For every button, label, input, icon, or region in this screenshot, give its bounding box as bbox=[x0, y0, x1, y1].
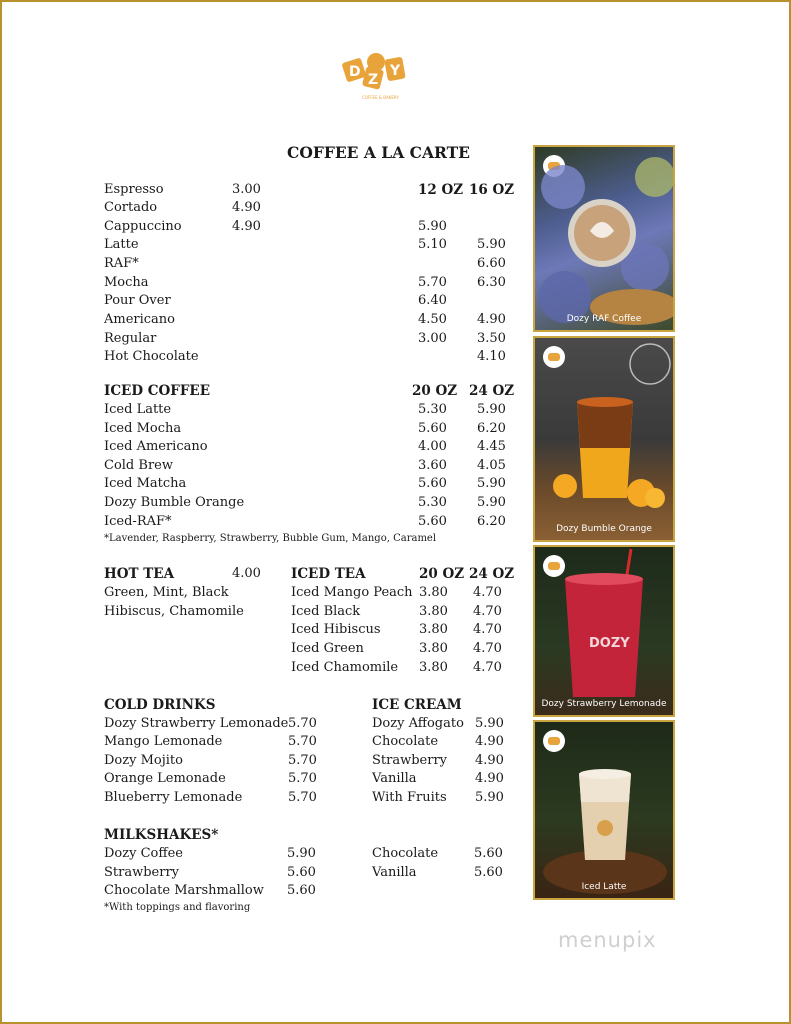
menu-item-price: 5.60 bbox=[474, 846, 503, 861]
menu-item-price-20oz: 3.80 bbox=[419, 622, 448, 637]
menu-item-price: 5.90 bbox=[475, 716, 504, 731]
menu-item-name: Mango Lemonade bbox=[104, 734, 223, 749]
menu-item-price: 5.70 bbox=[288, 753, 317, 768]
menu-item-price-24oz: 4.70 bbox=[473, 660, 502, 675]
menu-item-name: RAF* bbox=[104, 256, 139, 271]
menu-item-price: 3.00 bbox=[232, 182, 261, 197]
menu-item-price-24oz: 5.90 bbox=[477, 476, 506, 491]
menu-item-price-16oz: 4.10 bbox=[477, 349, 506, 364]
menu-item-name: Iced-RAF* bbox=[104, 514, 172, 529]
svg-text:Y: Y bbox=[390, 63, 401, 79]
menu-item-price-24oz: 4.70 bbox=[473, 641, 502, 656]
menu-item-name: Americano bbox=[104, 312, 176, 327]
menu-item-name: Iced Green bbox=[291, 641, 364, 656]
menu-item-price-24oz: 5.90 bbox=[477, 495, 506, 510]
menu-item-price-24oz: 6.20 bbox=[477, 514, 506, 529]
menu-item-price-20oz: 3.80 bbox=[419, 585, 448, 600]
menu-item-price: 5.60 bbox=[474, 865, 503, 880]
menu-item-price-12oz: 5.10 bbox=[418, 237, 447, 252]
menu-item-price-20oz: 5.60 bbox=[418, 514, 447, 529]
menu-item-price-24oz: 4.70 bbox=[473, 585, 502, 600]
hot-tea-price: 4.00 bbox=[232, 566, 261, 581]
iced-tea-size-24oz: 24 OZ bbox=[469, 566, 515, 582]
menu-item-price: 4.90 bbox=[475, 753, 504, 768]
menu-item-name: Iced Latte bbox=[104, 402, 172, 417]
menu-item-price-20oz: 3.60 bbox=[418, 458, 447, 473]
menu-item-price-20oz: 3.80 bbox=[419, 604, 448, 619]
menu-item-price-20oz: 5.60 bbox=[418, 421, 447, 436]
photo-caption: Dozy Bumble Orange bbox=[556, 524, 652, 534]
menu-item-name: Vanilla bbox=[372, 865, 417, 880]
menu-item-name: Iced Matcha bbox=[104, 476, 187, 491]
menu-item-price-24oz: 5.90 bbox=[477, 402, 506, 417]
menu-item-name: Iced Mocha bbox=[104, 421, 182, 436]
menu-item-name: Cappuccino bbox=[104, 219, 182, 234]
menu-item-price-16oz: 3.50 bbox=[477, 331, 506, 346]
iced-tea-size-20oz: 20 OZ bbox=[419, 566, 465, 582]
menu-item-name: With Fruits bbox=[372, 790, 447, 805]
iced-coffee-size-24oz: 24 OZ bbox=[469, 383, 515, 399]
photo-caption: Dozy RAF Coffee bbox=[566, 314, 642, 324]
iced-coffee-size-20oz: 20 OZ bbox=[412, 383, 458, 399]
menu-item-name: Dozy Coffee bbox=[104, 846, 183, 861]
menu-item-name: Strawberry bbox=[104, 865, 180, 880]
menu-item-name: Iced Hibiscus bbox=[291, 622, 381, 637]
svg-text:COFFEE & BAKERY: COFFEE & BAKERY bbox=[362, 95, 399, 100]
photo-caption: Iced Latte bbox=[581, 882, 627, 892]
menu-item-name: Regular bbox=[104, 331, 157, 346]
menu-item-price-24oz: 6.20 bbox=[477, 421, 506, 436]
menu-item-price: 5.90 bbox=[287, 846, 316, 861]
menu-item-price-20oz: 3.80 bbox=[419, 641, 448, 656]
cold-drinks-heading: COLD DRINKS bbox=[104, 697, 216, 713]
coffee-size-12oz: 12 OZ bbox=[418, 182, 464, 198]
dozy-logo bbox=[340, 46, 412, 102]
menu-item-name: Latte bbox=[104, 237, 139, 252]
menu-item-price-12oz: 3.00 bbox=[418, 331, 447, 346]
photo-caption: Dozy Strawberry Lemonade bbox=[541, 699, 667, 709]
menu-item-price-16oz: 6.60 bbox=[477, 256, 506, 271]
menu-item-name: Cold Brew bbox=[104, 458, 173, 473]
menu-item-name: Dozy Affogato bbox=[372, 716, 464, 731]
menu-item-price-16oz: 5.90 bbox=[477, 237, 506, 252]
menu-item-name: Iced Mango Peach bbox=[291, 585, 413, 600]
menu-item-price: 4.90 bbox=[232, 219, 261, 234]
menu-item-name: Iced Chamomile bbox=[291, 660, 399, 675]
menu-item-price-20oz: 5.30 bbox=[418, 495, 447, 510]
menu-item-price: 4.90 bbox=[232, 200, 261, 215]
menu-item-price-12oz: 5.90 bbox=[418, 219, 447, 234]
hot-tea-flavors-1: Green, Mint, Black bbox=[104, 585, 229, 600]
menu-item-price-12oz: 6.40 bbox=[418, 293, 447, 308]
menu-item-price-12oz: 5.70 bbox=[418, 275, 447, 290]
menu-item-name: Chocolate Marshmallow bbox=[104, 883, 264, 898]
menu-item-name: Iced Americano bbox=[104, 439, 208, 454]
menu-item-price-16oz: 4.90 bbox=[477, 312, 506, 327]
menu-item-price: 5.70 bbox=[288, 790, 317, 805]
menu-item-price: 5.70 bbox=[288, 734, 317, 749]
menu-item-name: Hot Chocolate bbox=[104, 349, 199, 364]
menu-item-price: 5.70 bbox=[288, 716, 317, 731]
svg-text:D: D bbox=[349, 64, 361, 80]
hot-tea-flavors-2: Hibiscus, Chamomile bbox=[104, 604, 244, 619]
photo-strawberry-lemonade bbox=[533, 545, 675, 717]
menu-item-price-16oz: 6.30 bbox=[477, 275, 506, 290]
menu-item-name: Strawberry bbox=[372, 753, 448, 768]
menu-item-price-20oz: 4.00 bbox=[418, 439, 447, 454]
menu-item-name: Espresso bbox=[104, 182, 164, 197]
menu-item-price: 5.70 bbox=[288, 771, 317, 786]
ice-cream-heading: ICE CREAM bbox=[372, 697, 462, 713]
menu-item-price-12oz: 4.50 bbox=[418, 312, 447, 327]
photo-iced-latte bbox=[533, 720, 675, 900]
coffee-section-title: COFFEE A LA CARTE bbox=[287, 143, 470, 162]
menu-item-name: Iced Black bbox=[291, 604, 361, 619]
photo-bumble-orange bbox=[533, 336, 675, 542]
menu-item-name: Mocha bbox=[104, 275, 149, 290]
photo-raf-coffee bbox=[533, 145, 675, 332]
menu-item-name: Vanilla bbox=[372, 771, 417, 786]
menu-item-price-24oz: 4.45 bbox=[477, 439, 506, 454]
menupix-watermark: menupix bbox=[558, 928, 657, 952]
iced-coffee-heading: ICED COFFEE bbox=[104, 383, 211, 399]
menu-item-price: 4.90 bbox=[475, 734, 504, 749]
menu-item-price-24oz: 4.05 bbox=[477, 458, 506, 473]
menu-item-name: Orange Lemonade bbox=[104, 771, 226, 786]
menu-item-price: 5.90 bbox=[475, 790, 504, 805]
menu-item-name: Pour Over bbox=[104, 293, 171, 308]
menu-item-price: 5.60 bbox=[287, 865, 316, 880]
svg-text:DOZY: DOZY bbox=[589, 636, 630, 651]
menu-item-price: 5.60 bbox=[287, 883, 316, 898]
menu-item-name: Chocolate bbox=[372, 734, 439, 749]
menu-item-name: Dozy Bumble Orange bbox=[104, 495, 245, 510]
menu-item-name: Dozy Mojito bbox=[104, 753, 183, 768]
milkshakes-footnote: *With toppings and flavoring bbox=[104, 902, 251, 913]
iced-coffee-footnote: *Lavender, Raspberry, Strawberry, Bubble Gum, Mango, Caramel bbox=[104, 533, 437, 544]
hot-tea-heading: HOT TEA bbox=[104, 566, 175, 582]
iced-tea-heading: ICED TEA bbox=[291, 566, 366, 582]
menu-item-name: Chocolate bbox=[372, 846, 439, 861]
menu-item-price-24oz: 4.70 bbox=[473, 622, 502, 637]
menu-item-name: Cortado bbox=[104, 200, 158, 215]
milkshakes-heading: MILKSHAKES* bbox=[104, 827, 219, 843]
menu-item-name: Dozy Strawberry Lemonade bbox=[104, 716, 289, 731]
menu-item-price-20oz: 5.60 bbox=[418, 476, 447, 491]
menu-item-price-20oz: 5.30 bbox=[418, 402, 447, 417]
menu-item-price-20oz: 3.80 bbox=[419, 660, 448, 675]
menu-item-price: 4.90 bbox=[475, 771, 504, 786]
svg-text:Z: Z bbox=[368, 72, 379, 88]
coffee-size-16oz: 16 OZ bbox=[469, 182, 515, 198]
menu-item-name: Blueberry Lemonade bbox=[104, 790, 243, 805]
menu-item-price-24oz: 4.70 bbox=[473, 604, 502, 619]
